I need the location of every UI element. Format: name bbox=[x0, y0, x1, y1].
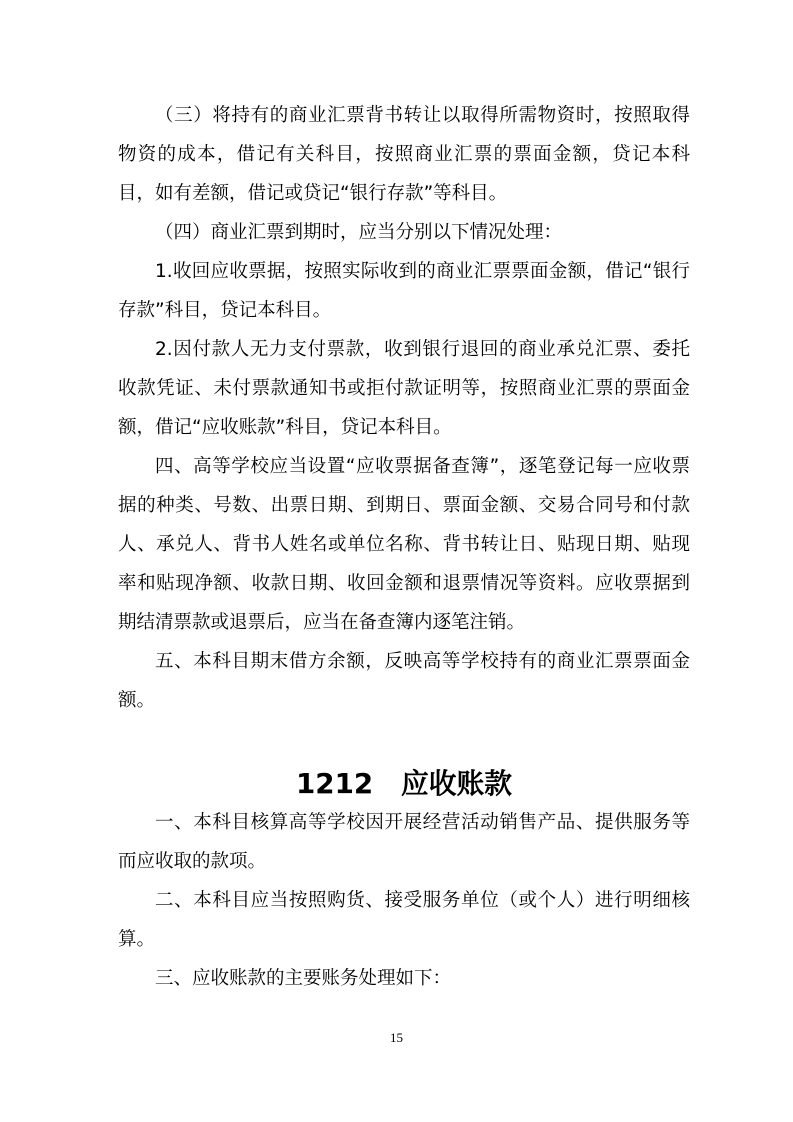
paragraph-account-scope: 一、本科目核算高等学校因开展经营活动销售产品、提供服务等而应收取的款项。 bbox=[118, 812, 690, 872]
paragraph-collect-bill: 1.收回应收票据，按照实际收到的商业汇票票面金额，借记“银行存款”科目，贷记本科目。 bbox=[118, 261, 690, 321]
paragraph-detail-accounting: 二、本科目应当按照购货、接受服务单位（或个人）进行明细核算。 bbox=[118, 890, 690, 950]
paragraph-ending-balance: 五、本科目期末借方余额，反映高等学校持有的商业汇票票面金额。 bbox=[118, 651, 690, 711]
paragraph-main-processing: 三、应收账款的主要账务处理如下： bbox=[155, 968, 452, 989]
paragraph-endorsement-transfer: （三）将持有的商业汇票背书转让以取得所需物资时，按照取得物资的成本，借记有关科目，按照商业汇票的票面金额，贷记本科目，如有差额，借记或贷记“银行存款”等科目。 bbox=[118, 105, 690, 204]
section-heading: 1212 应收账款 bbox=[296, 767, 512, 800]
page-number: 15 bbox=[390, 1030, 403, 1045]
paragraph-register-book: 四、高等学校应当设置“应收票据备查簿”，逐笔登记每一应收票据的种类、号数、出票日期、到期日、票面金额、交易合同号和付款人、承兑人、背书人姓名或单位名称、背书转让日、贴现日期、贴现率和贴现净额、收款日期、收回金额和退票情况等资料。应收票据到期结清票款或退票后，应当在备查簿内逐笔注销。 bbox=[118, 456, 690, 633]
paragraph-payer-unable: 2.因付款人无力支付票款，收到银行退回的商业承兑汇票、委托收款凭证、未付票款通知书或拒付款证明等，按照商业汇票的票面金额，借记“应收账款”科目，贷记本科目。 bbox=[118, 339, 690, 438]
page-body bbox=[118, 96, 690, 998]
paragraph-bill-maturity: （四）商业汇票到期时，应当分别以下情况处理： bbox=[155, 222, 563, 243]
